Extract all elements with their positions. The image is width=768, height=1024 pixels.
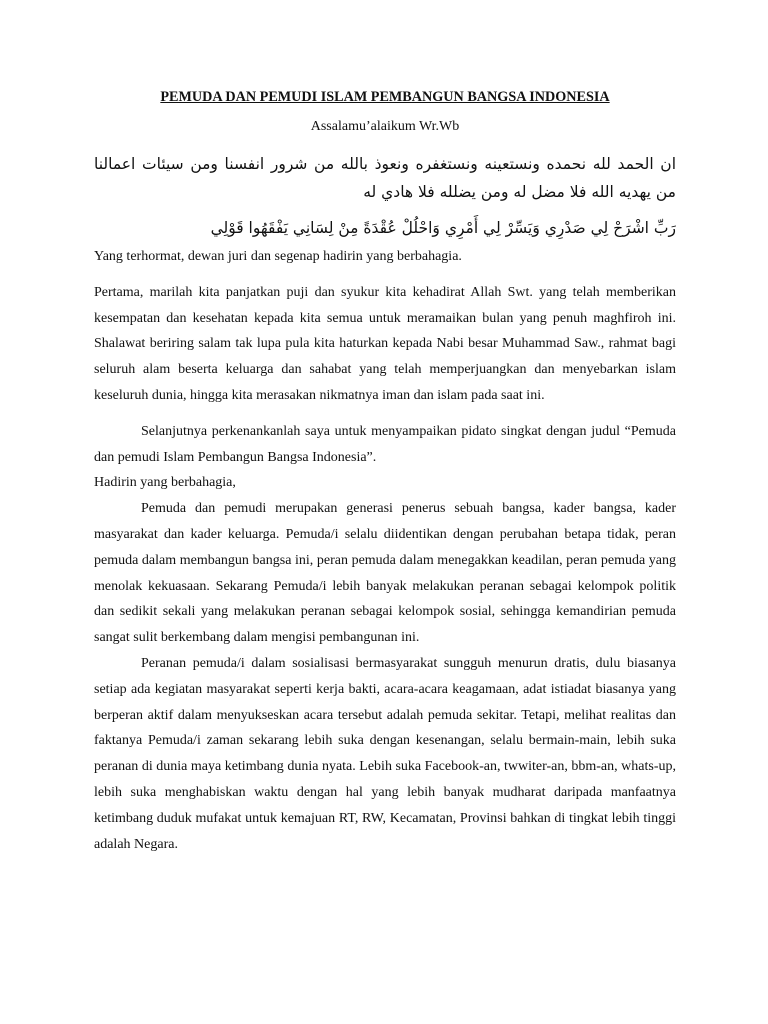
arabic-opening-text: ان الحمد لله نحمده ونستعينه ونستغفره ونعوذ بالله من شرور انفسنا ومن سيئات اعمالنا من يهديه الله فلا مضل له ومن يضلله فلا هادي له xyxy=(94,155,676,201)
document-page xyxy=(94,80,676,857)
paragraph-role-of-youth: Pemuda dan pemudi merupakan generasi penerus sebuah bangsa, kader bangsa, kader masyarakat dan kader keluarga. Pemuda/i selalu diidentikan dengan perubahan betapa tidak, peran pemuda dalam membangun bangsa ini, peran pemuda dalam menegakkan keadilan, peran pemuda yang menolak kekuasaan. Sekarang Pemuda/i lebih banyak melakukan peranan sebagai kelompok politik dan sedikit sekali yang melakukan peranan sebagai kelompok sosial, sehingga kemandirian pemuda sangat sulit berkembang dalam mengisi pembangunan ini. xyxy=(94,501,676,646)
document-title: PEMUDA DAN PEMUDI ISLAM PEMBANGUN BANGSA INDONESIA xyxy=(160,89,610,105)
paragraph-socialization: Peranan pemuda/i dalam sosialisasi bermasyarakat sungguh menurun dratis, dulu biasanya setiap ada kegiatan masyarakat seperti kerja bakti, acara-acara keagamaan, adat istiadat biasanya yang berperan aktif dalam menyukseskan acara tersebut adalah pemuda sekitar. Tetapi, melihat realitas dan faktanya Pemuda/i zaman sekarang lebih suka dengan kesenangan, selalu bermain-main, lebih suka peranan di dunia maya ketimbang dunia nyata. Lebih suka Facebook-an, twwiter-an, bbm-an, whats-up, lebih suka menghabiskan waktu dengan hal yang lebih banyak mudharat daripada manfaatnya ketimbang duduk mufakat untuk kemajuan RT, RW, Kecamatan, Provinsi bahkan di tingkat lebih tinggi adalah Negara. xyxy=(94,655,676,852)
arabic-doa-text: رَبِّ اشْرَحْ لِي صَدْرِي وَيَسِّرْ لِي أَمْرِي وَاحْلُلْ عُقْدَةً مِنْ لِسَانِي يَفْقَهُوا قَوْلِي xyxy=(210,219,676,237)
salutation-line: Yang terhormat, dewan juri dan segenap hadirin yang berbahagia. xyxy=(94,249,462,264)
paragraph-opening: Pertama, marilah kita panjatkan puji dan syukur kita kehadirat Allah Swt. yang telah memberikan kesempatan dan kesehatan kepada kita semua untuk meramaikan bulan yang penuh maghfiroh ini. Shalawat beriring salam tak lupa pula kita haturkan kepada Nabi besar Muhammad Saw., rahmat bagi seluruh alam beserta keluarga dan sahabat yang telah memperjuangkan dan menyebarkan islam keseluruh dunia, hingga kita merasakan nikmatnya iman dan islam pada saat ini. xyxy=(94,284,676,403)
hadirin-line: Hadirin yang berbahagia, xyxy=(94,475,236,491)
greeting-line: Assalamu’alaikum Wr.Wb xyxy=(310,119,460,134)
paragraph-introduction: Selanjutnya perkenankanlah saya untuk menyampaikan pidato singkat dengan judul “Pemuda dan pemudi Islam Pembangun Bangsa Indonesia”. xyxy=(94,423,676,465)
